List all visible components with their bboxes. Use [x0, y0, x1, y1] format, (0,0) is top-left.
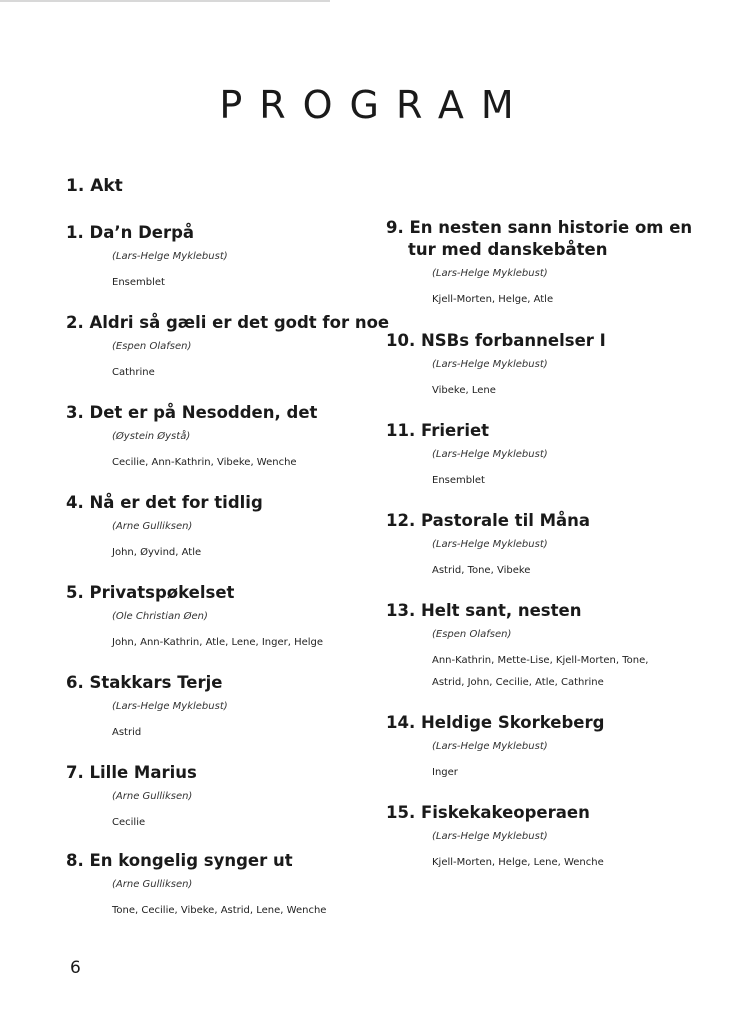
- item-cast: Cecilie, Ann-Kathrin, Vibeke, Wenche: [112, 457, 297, 468]
- item-author: (Arne Gulliksen): [112, 521, 193, 532]
- item-name: Aldri så gæli er det godt for noe: [89, 313, 390, 332]
- item-number: 12.: [386, 511, 416, 530]
- item-title: [66, 492, 263, 514]
- item-author: (Arne Gulliksen): [112, 791, 193, 802]
- item-number: 6.: [66, 673, 84, 692]
- item-name: NSBs forbannelser I: [420, 331, 606, 350]
- program-item-4: [66, 492, 263, 564]
- item-number: 9.: [386, 218, 404, 237]
- item-title: [386, 712, 604, 734]
- item-title: [66, 850, 326, 872]
- item-cast: Cecilie: [112, 817, 146, 828]
- item-name: Da’n Derpå: [89, 223, 195, 242]
- item-title: [386, 802, 604, 824]
- item-title-line-2: tur med danskebåten: [408, 240, 608, 259]
- item-number: 5.: [66, 583, 84, 602]
- item-name: Heldige Skorkeberg: [420, 713, 605, 732]
- page-number: 6: [70, 958, 81, 978]
- item-number: 1.: [66, 223, 84, 242]
- item-author: (Lars-Helge Myklebust): [112, 251, 228, 262]
- item-cast: John, Øyvind, Atle: [112, 547, 202, 558]
- item-cast: Astrid, Tone, Vibeke: [432, 565, 531, 576]
- item-name: Helt sant, nesten: [420, 601, 582, 620]
- item-title: [386, 420, 548, 442]
- item-number: 3.: [66, 403, 84, 422]
- item-title: [386, 217, 692, 239]
- program-item-14: [386, 712, 604, 784]
- item-number: 7.: [66, 763, 84, 782]
- item-title: [386, 510, 590, 532]
- item-name: Stakkars Terje: [89, 673, 223, 692]
- item-title: [386, 330, 606, 352]
- item-number: 8.: [66, 851, 84, 870]
- program-item-8: [66, 850, 326, 922]
- program-item-6: [66, 672, 228, 744]
- item-cast: Ann-Kathrin, Mette-Lise, Kjell-Morten, Tone,: [432, 655, 649, 666]
- item-number: 4.: [66, 493, 84, 512]
- item-author: (Ole Christian Øen): [112, 611, 208, 622]
- item-author: (Lars-Helge Myklebust): [432, 831, 548, 842]
- program-item-10: [386, 330, 606, 402]
- item-author: (Arne Gulliksen): [112, 879, 193, 890]
- item-name: Frieriet: [420, 421, 490, 440]
- item-author: (Lars-Helge Myklebust): [432, 268, 548, 279]
- item-cast: Inger: [432, 767, 458, 778]
- item-cast: Vibeke, Lene: [432, 385, 496, 396]
- program-item-3: [66, 402, 317, 474]
- item-author: (Lars-Helge Myklebust): [432, 539, 548, 550]
- item-author: (Lars-Helge Myklebust): [432, 359, 548, 370]
- item-title: [66, 762, 197, 784]
- item-cast: Kjell-Morten, Helge, Atle: [432, 294, 554, 305]
- item-number: 13.: [386, 601, 416, 620]
- item-cast: Ensemblet: [432, 475, 485, 486]
- item-number: 2.: [66, 313, 84, 332]
- item-cast: Cathrine: [112, 367, 155, 378]
- item-author: (Espen Olafsen): [432, 629, 512, 640]
- page-title: PROGRAM: [219, 83, 531, 128]
- item-number: 11.: [386, 421, 416, 440]
- program-item-12: [386, 510, 590, 582]
- program-item-15: [386, 802, 604, 874]
- item-title: [66, 402, 317, 424]
- item-author: (Espen Olafsen): [112, 341, 192, 352]
- item-author: (Lars-Helge Myklebust): [432, 741, 548, 752]
- item-title: [66, 582, 323, 604]
- program-item-9: [386, 217, 692, 311]
- item-cast: Ensemblet: [112, 277, 165, 288]
- program-item-5: [66, 582, 323, 654]
- item-name: Det er på Nesodden, det: [89, 403, 318, 422]
- item-name: Fiskekakeoperaen: [420, 803, 590, 822]
- item-cast: John, Ann-Kathrin, Atle, Lene, Inger, Helge: [112, 637, 324, 648]
- program-item-13: [386, 600, 648, 694]
- item-name: Lille Marius: [89, 763, 197, 782]
- item-name: En nesten sann historie om en: [409, 218, 693, 237]
- item-title: [66, 312, 389, 334]
- item-cast: Kjell-Morten, Helge, Lene, Wenche: [432, 857, 604, 868]
- item-name: Nå er det for tidlig: [89, 493, 263, 512]
- item-author: (Øystein Øystå): [112, 431, 191, 442]
- program-item-1: [66, 222, 228, 294]
- item-name: Privatspøkelset: [89, 583, 235, 602]
- item-title: [66, 672, 228, 694]
- top-edge-rule: [0, 0, 330, 2]
- act-heading: 1. Akt: [66, 176, 123, 196]
- program-item-11: [386, 420, 548, 492]
- item-cast: Tone, Cecilie, Vibeke, Astrid, Lene, Wenche: [112, 905, 327, 916]
- item-title: [66, 222, 228, 244]
- item-title: [386, 600, 648, 622]
- item-cast: Astrid: [112, 727, 142, 738]
- item-name: En kongelig synger ut: [89, 851, 293, 870]
- program-item-7: [66, 762, 197, 834]
- item-name: Pastorale til Måna: [420, 511, 591, 530]
- item-number: 15.: [386, 803, 416, 822]
- item-author: (Lars-Helge Myklebust): [432, 449, 548, 460]
- item-number: 14.: [386, 713, 416, 732]
- item-number: 10.: [386, 331, 416, 350]
- program-item-2: [66, 312, 389, 384]
- item-author: (Lars-Helge Myklebust): [112, 701, 228, 712]
- item-cast-line-2: Astrid, John, Cecilie, Atle, Cathrine: [432, 677, 604, 688]
